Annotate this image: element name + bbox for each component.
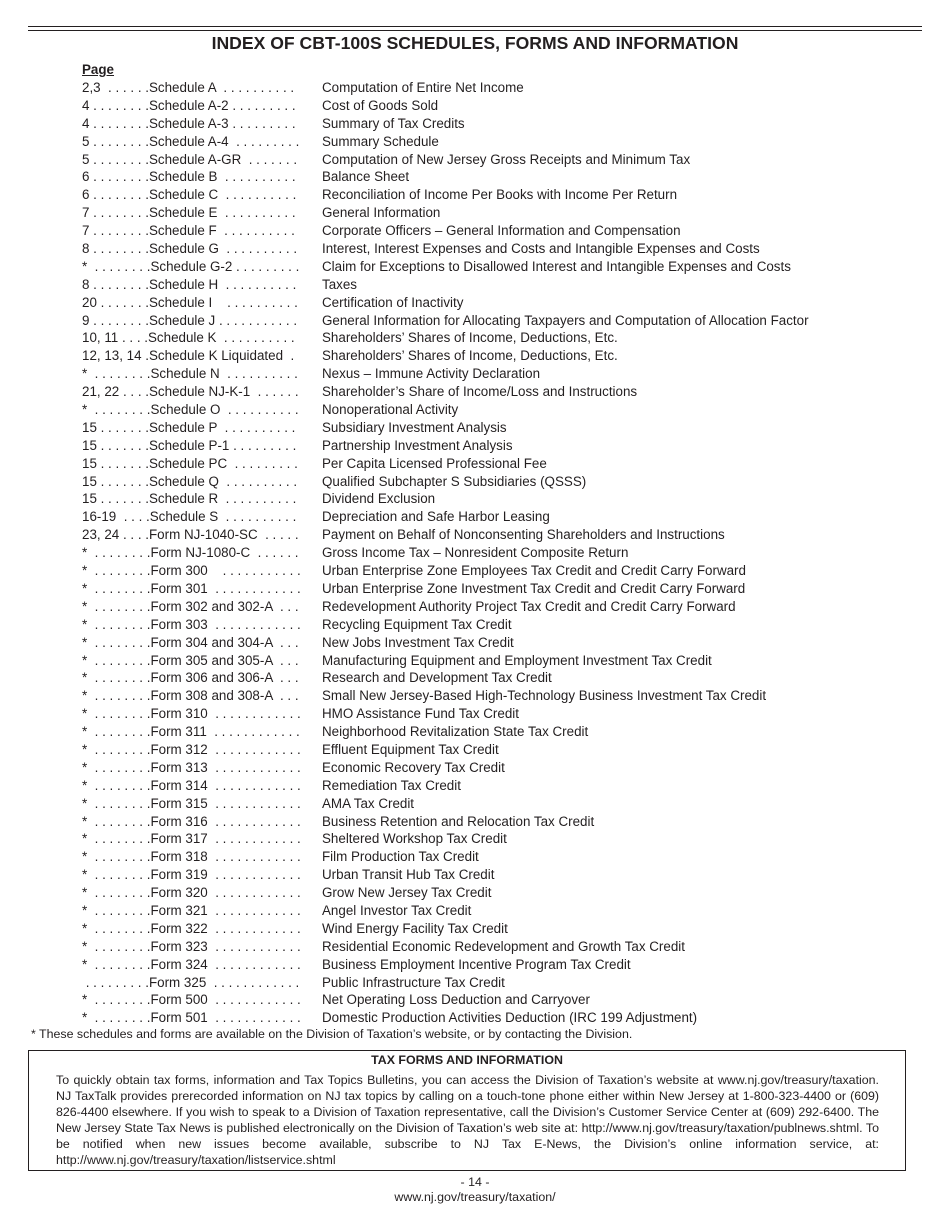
index-row-description: Per Capita Licensed Professional Fee <box>322 455 547 471</box>
index-row-page-and-schedule: * . . . . . . . .Schedule N . . . . . . . . . . <box>82 366 298 382</box>
index-row-page-and-schedule: 6 . . . . . . . .Schedule B . . . . . . . . . . <box>82 169 296 185</box>
footer-url: www.nj.gov/treasury/taxation/ <box>394 1190 556 1204</box>
index-row <box>82 669 882 687</box>
index-row-page-and-schedule: * . . . . . . . .Form 318 . . . . . . . . . . . . <box>82 849 301 865</box>
index-row-page-and-schedule: 4 . . . . . . . .Schedule A-3 . . . . . . . . . <box>82 115 296 131</box>
index-row-description: Recycling Equipment Tax Credit <box>322 616 512 632</box>
index-row-page-and-schedule: * . . . . . . . .Form 322 . . . . . . . . . . . . <box>82 920 301 936</box>
index-row-page-and-schedule: * . . . . . . . .Form 311 . . . . . . . . . . . . <box>82 724 300 740</box>
index-row-description: Reconciliation of Income Per Books with Income Per Return <box>322 187 678 203</box>
index-row <box>82 79 882 97</box>
index-row-page-and-schedule: 15 . . . . . . .Schedule R . . . . . . . . . . <box>82 491 297 507</box>
index-row-page-and-schedule: 15 . . . . . . .Schedule PC . . . . . . . . . <box>82 455 298 471</box>
index-row-page-and-schedule: * . . . . . . . .Schedule G-2 . . . . . . . . . <box>82 258 300 274</box>
index-row <box>82 97 882 115</box>
index-row <box>82 884 882 902</box>
index-row-description: General Information <box>322 205 441 221</box>
index-row <box>82 294 882 312</box>
index-row-page-and-schedule: * . . . . . . . .Form 323 . . . . . . . . . . . . <box>82 938 301 954</box>
index-row <box>82 276 882 294</box>
index-row-description: Business Employment Incentive Program Tax Credit <box>322 956 631 972</box>
index-row-description: Economic Recovery Tax Credit <box>322 759 505 775</box>
index-row-description: Small New Jersey-Based High-Technology Business Investment Tax Credit <box>322 688 767 704</box>
index-row-description: Depreciation and Safe Harbor Leasing <box>322 509 550 525</box>
index-row <box>82 508 882 526</box>
index-row-page-and-schedule: 15 . . . . . . .Schedule P . . . . . . . . . . <box>82 419 296 435</box>
index-row-page-and-schedule: * . . . . . . . .Form 313 . . . . . . . . . . . . <box>82 759 301 775</box>
index-row-page-and-schedule: 21, 22 . . . .Schedule NJ-K-1 . . . . . . <box>82 384 299 400</box>
top-rule-2 <box>28 30 922 31</box>
index-row-page-and-schedule: 20 . . . . . . .Schedule I . . . . . . . . . . <box>82 294 298 310</box>
index-row <box>82 741 882 759</box>
index-row-page-and-schedule: 15 . . . . . . .Schedule Q . . . . . . . . . . <box>82 473 298 489</box>
index-row-description: Research and Development Tax Credit <box>322 670 552 686</box>
index-row <box>82 580 882 598</box>
index-row-description: Manufacturing Equipment and Employment Investment Tax Credit <box>322 652 712 668</box>
index-row <box>82 813 882 831</box>
index-row-page-and-schedule: 5 . . . . . . . .Schedule A-GR . . . . . . . <box>82 151 298 167</box>
index-row-page-and-schedule: * . . . . . . . .Form 303 . . . . . . . . . . . . <box>82 616 301 632</box>
index-row-page-and-schedule: 2,3 . . . . . .Schedule A . . . . . . . . . . <box>82 80 295 95</box>
index-row <box>82 329 882 347</box>
index-row-description: Payment on Behalf of Nonconsenting Shareholders and Instructions <box>322 527 725 543</box>
index-row-description: Net Operating Loss Deduction and Carryover <box>322 992 590 1008</box>
index-row-description: Urban Enterprise Zone Employees Tax Credit and Credit Carry Forward <box>322 563 746 579</box>
index-row-page-and-schedule: * . . . . . . . .Form 320 . . . . . . . . . . . . <box>82 885 301 901</box>
index-row-description: Summary of Tax Credits <box>322 115 465 131</box>
index-row <box>82 598 882 616</box>
index-row <box>82 365 882 383</box>
index-row-page-and-schedule: * . . . . . . . .Form 315 . . . . . . . . . . . . <box>82 795 301 811</box>
index-row-description: Effluent Equipment Tax Credit <box>322 741 499 757</box>
index-row-description: Residential Economic Redevelopment and Growth Tax Credit <box>322 938 685 954</box>
index-row-page-and-schedule: 8 . . . . . . . .Schedule H . . . . . . . . . . <box>82 276 297 292</box>
index-row-description: Gross Income Tax – Nonresident Composite Return <box>322 545 629 561</box>
info-box-title: TAX FORMS AND INFORMATION <box>371 1053 563 1067</box>
index-row-page-and-schedule: * . . . . . . . .Form 308 and 308-A . . . <box>82 688 299 704</box>
index-row-description: Taxes <box>322 276 357 292</box>
index-row <box>82 115 882 133</box>
footnote: * These schedules and forms are available on the Division of Taxation’s website, or by contacting the Division. <box>31 1027 633 1041</box>
index-row-page-and-schedule: 8 . . . . . . . .Schedule G . . . . . . . . . . <box>82 241 298 257</box>
index-row-page-and-schedule: 16-19 . . . .Schedule S . . . . . . . . . . <box>82 509 297 525</box>
index-row-description: Wind Energy Facility Tax Credit <box>322 920 508 936</box>
index-row <box>82 455 882 473</box>
index-row-page-and-schedule: * . . . . . . . .Schedule O . . . . . . . . . . <box>82 402 299 418</box>
index-row <box>82 544 882 562</box>
index-row-description: Certification of Inactivity <box>322 294 464 310</box>
index-row <box>82 920 882 938</box>
index-row-page-and-schedule: 9 . . . . . . . .Schedule J . . . . . . . . . . . <box>82 312 298 328</box>
index-row-description: Computation of New Jersey Gross Receipts and Minimum Tax <box>322 151 691 167</box>
index-row-description: Nexus – Immune Activity Declaration <box>322 366 541 382</box>
index-row-description: AMA Tax Credit <box>322 795 415 811</box>
index-row <box>82 258 882 276</box>
index-row <box>82 902 882 920</box>
index-row-page-and-schedule: 5 . . . . . . . .Schedule A-4 . . . . . . . . . <box>82 133 300 149</box>
index-row-description: Interest, Interest Expenses and Costs and Intangible Expenses and Costs <box>322 241 760 257</box>
index-row-page-and-schedule: * . . . . . . . .Form 312 . . . . . . . . . . . . <box>82 741 301 757</box>
top-rule-1 <box>28 26 922 27</box>
index-row-page-and-schedule: * . . . . . . . .Form 306 and 306-A . . . <box>82 670 299 686</box>
index-row-description: Shareholders’ Shares of Income, Deductions, Etc. <box>322 330 618 346</box>
index-row-page-and-schedule: * . . . . . . . .Form 310 . . . . . . . . . . . . <box>82 706 301 722</box>
index-row <box>82 1009 882 1027</box>
index-row <box>82 526 882 544</box>
index-row <box>82 168 882 186</box>
tax-forms-info-box <box>28 1050 906 1171</box>
index-row-description: Grow New Jersey Tax Credit <box>322 885 492 901</box>
index-row-page-and-schedule: * . . . . . . . .Form 300 . . . . . . . . . . . <box>82 563 301 579</box>
index-row-description: Sheltered Workshop Tax Credit <box>322 831 507 847</box>
index-row <box>82 347 882 365</box>
index-row <box>82 777 882 795</box>
index-row-description: Angel Investor Tax Credit <box>322 902 472 918</box>
index-row-description: Remediation Tax Credit <box>322 777 461 793</box>
index-row-page-and-schedule: * . . . . . . . .Form 302 and 302-A . . . <box>82 598 299 614</box>
index-row <box>82 956 882 974</box>
index-row-page-and-schedule: * . . . . . . . .Form 321 . . . . . . . . . . . . <box>82 902 301 918</box>
index-row <box>82 490 882 508</box>
index-row-page-and-schedule: * . . . . . . . .Form 319 . . . . . . . . . . . . <box>82 867 301 883</box>
index-row-page-and-schedule: * . . . . . . . .Form 304 and 304-A . . . <box>82 634 299 650</box>
index-row-page-and-schedule: * . . . . . . . .Form 501 . . . . . . . . . . . . <box>82 1010 301 1026</box>
index-row-description: Partnership Investment Analysis <box>322 437 513 453</box>
index-row-description: Computation of Entire Net Income <box>322 80 524 95</box>
index-row-page-and-schedule: 4 . . . . . . . .Schedule A-2 . . . . . . . . . <box>82 97 296 113</box>
index-row <box>82 133 882 151</box>
index-row-description: Urban Transit Hub Tax Credit <box>322 867 495 883</box>
index-row-description: General Information for Allocating Taxpayers and Computation of Allocation Factor <box>322 312 809 328</box>
index-row <box>82 634 882 652</box>
index-row <box>82 222 882 240</box>
index-row <box>82 991 882 1009</box>
index-row-description: Neighborhood Revitalization State Tax Credit <box>322 724 589 740</box>
index-row-description: Subsidiary Investment Analysis <box>322 419 507 435</box>
index-row-description: HMO Assistance Fund Tax Credit <box>322 706 519 722</box>
index-row <box>82 974 882 992</box>
index-row-description: Urban Enterprise Zone Investment Tax Credit and Credit Carry Forward <box>322 580 746 596</box>
index-row-description: Domestic Production Activities Deduction (IRC 199 Adjustment) <box>322 1010 698 1026</box>
index-row <box>82 759 882 777</box>
index-row-page-and-schedule: * . . . . . . . .Form 500 . . . . . . . . . . . . <box>82 992 301 1008</box>
index-row-description: Shareholder’s Share of Income/Loss and Instructions <box>322 384 638 400</box>
index-row-page-and-schedule: 7 . . . . . . . .Schedule F . . . . . . . . . . <box>82 223 295 239</box>
index-row-description: Cost of Goods Sold <box>322 97 439 113</box>
index-row <box>82 312 882 330</box>
index-row-description: Qualified Subchapter S Subsidiaries (QSSS) <box>322 473 587 489</box>
index-row <box>82 652 882 670</box>
index-row-page-and-schedule: 23, 24 . . . .Form NJ-1040-SC . . . . . <box>82 527 299 543</box>
index-row <box>82 419 882 437</box>
index-row-page-and-schedule: * . . . . . . . .Form 314 . . . . . . . . . . . . <box>82 777 301 793</box>
page-title: INDEX OF CBT-100S SCHEDULES, FORMS AND INFORMATION <box>211 33 739 53</box>
index-row-page-and-schedule: 6 . . . . . . . .Schedule C . . . . . . . . . . <box>82 187 297 203</box>
index-row-page-and-schedule: 7 . . . . . . . .Schedule E . . . . . . . . . . <box>82 205 296 221</box>
index-row <box>82 866 882 884</box>
index-row <box>82 723 882 741</box>
index-row-page-and-schedule: 10, 11 . . . .Schedule K . . . . . . . . . . <box>82 330 295 346</box>
index-row <box>82 938 882 956</box>
index-row <box>82 473 882 491</box>
page-number: - 14 - <box>460 1175 490 1189</box>
index-row-page-and-schedule: * . . . . . . . .Form 301 . . . . . . . . . . . . <box>82 580 301 596</box>
index-row-page-and-schedule: 15 . . . . . . .Schedule P-1 . . . . . . . . . <box>82 437 297 453</box>
index-row-description: Business Retention and Relocation Tax Credit <box>322 813 595 829</box>
index-row-description: Nonoperational Activity <box>322 402 459 418</box>
index-row <box>82 151 882 169</box>
index-row-page-and-schedule: * . . . . . . . .Form NJ-1080-C . . . . . . <box>82 545 299 561</box>
info-box-text: To quickly obtain tax forms, information and Tax Topics Bulletins, you can access the Division of Taxation’s website at www.nj.gov/treasury/taxation. NJ TaxTalk provides prerecorded information on NJ tax topics by calling on a touch-tone phone either within New Jersey at 1-800-323-4400 or (609) 826-4400 elsewhere. If you wish to speak to a Division of Taxation representative, call the Division’s Customer Service Center at (609) 292-6400. The New Jersey State Tax News is published electronically on the Division of Taxation’s web site at: http://www.nj.gov/treasury/taxation/publnews.shtml. To be notified when new issues become available, subscribe to NJ Tax E-News, the Division’s online information service, at: http://www.nj.gov/treasury/taxation/listservice.shtml <box>56 1073 879 1167</box>
index-row-page-and-schedule: . . . . . . . . .Form 325 . . . . . . . . . . . . <box>82 974 300 990</box>
index-row-page-and-schedule: * . . . . . . . .Form 305 and 305-A . . . <box>82 652 299 668</box>
index-row <box>82 848 882 866</box>
index-row-page-and-schedule: * . . . . . . . .Form 316 . . . . . . . . . . . . <box>82 813 301 829</box>
index-row-description: Corporate Officers – General Information and Compensation <box>322 223 681 239</box>
index-row-description: Film Production Tax Credit <box>322 849 479 865</box>
index-row <box>82 186 882 204</box>
index-row-page-and-schedule: * . . . . . . . .Form 324 . . . . . . . . . . . . <box>82 956 301 972</box>
index-row <box>82 240 882 258</box>
index-row-page-and-schedule: * . . . . . . . .Form 317 . . . . . . . . . . . . <box>82 831 301 847</box>
index-row-description: Summary Schedule <box>322 133 439 149</box>
index-row <box>82 687 882 705</box>
index-row <box>82 204 882 222</box>
index-row-description: New Jobs Investment Tax Credit <box>322 634 514 650</box>
index-row-description: Claim for Exceptions to Disallowed Interest and Intangible Expenses and Costs <box>322 258 791 274</box>
index-row-description: Dividend Exclusion <box>322 491 436 507</box>
index-row <box>82 562 882 580</box>
index-row <box>82 830 882 848</box>
index-row-description: Shareholders’ Shares of Income, Deductions, Etc. <box>322 348 618 364</box>
page-column-header: Page <box>82 62 115 77</box>
index-row-description: Public Infrastructure Tax Credit <box>322 974 505 990</box>
index-row <box>82 616 882 634</box>
index-row <box>82 383 882 401</box>
index-row <box>82 795 882 813</box>
index-row <box>82 401 882 419</box>
index-row-description: Balance Sheet <box>322 169 410 185</box>
index-row <box>82 437 882 455</box>
index-row-page-and-schedule: 12, 13, 14 .Schedule K Liquidated . <box>82 348 295 364</box>
index-row-description: Redevelopment Authority Project Tax Credit and Credit Carry Forward <box>322 598 736 614</box>
index-row <box>82 705 882 723</box>
index-list <box>82 79 882 1027</box>
